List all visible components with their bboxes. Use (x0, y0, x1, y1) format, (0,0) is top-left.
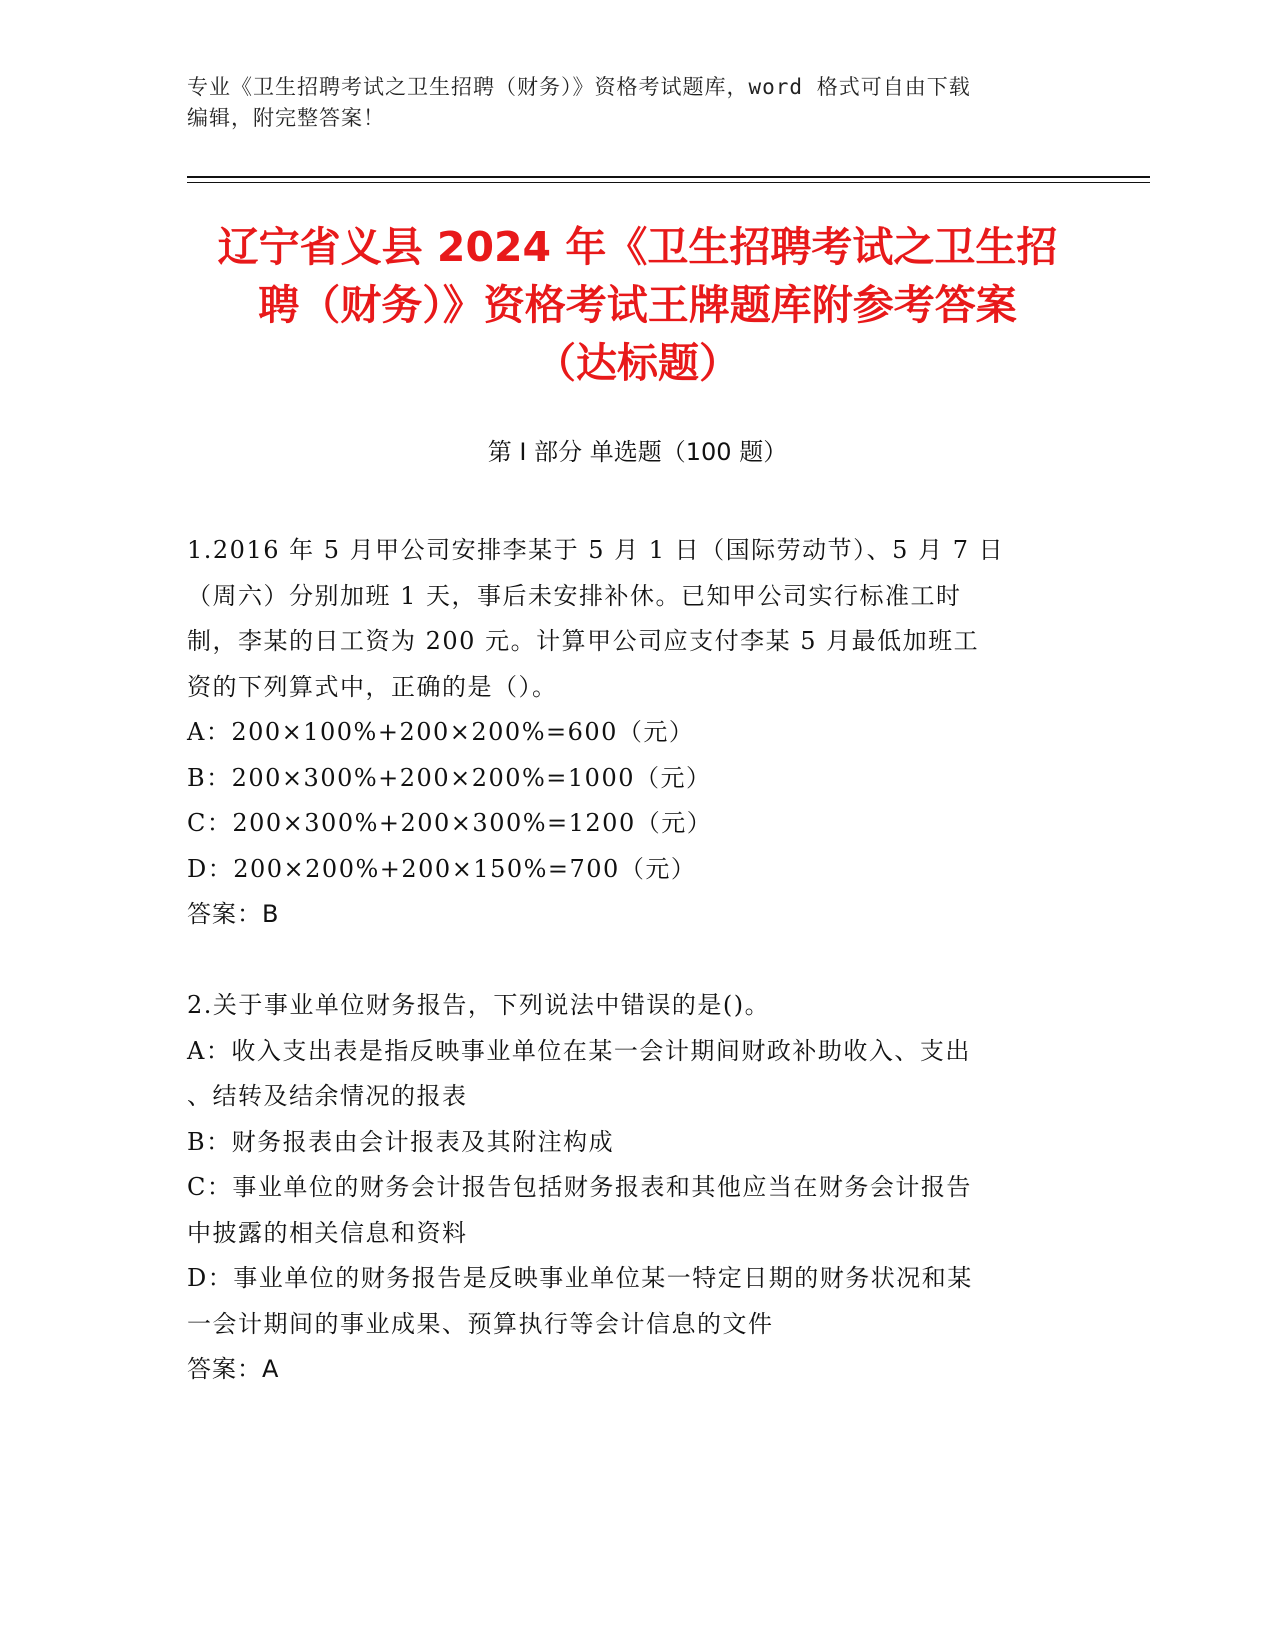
document-header (187, 72, 1087, 134)
header-rule-thick (187, 176, 1150, 178)
header-line-2: 编辑，附完整答案！ (187, 106, 385, 130)
option-c: C：事业单位的财务会计报告包括财务报表和其他应当在财务会计报告 (187, 1173, 972, 1201)
header-line-1: 专业《卫生招聘考试之卫生招聘（财务）》资格考试题库，word 格式可自由下载 (187, 75, 971, 99)
title-line-3: （达标题） (535, 339, 740, 387)
question-stem-line: （周六）分别加班 1 天，事后未安排补休。已知甲公司实行标准工时 (187, 581, 962, 610)
header-rule-thin (187, 182, 1150, 183)
option-d: D：事业单位的财务报告是反映事业单位某一特定日期的财务状况和某 (187, 1264, 973, 1292)
question-stem-line: 2.关于事业单位财务报告，下列说法中错误的是()。 (187, 991, 771, 1019)
option-d: D：200×200%+200×150%=700（元） (187, 854, 697, 883)
option-c-continued: 中披露的相关信息和资料 (187, 1218, 468, 1247)
option-b: B：200×300%+200×200%=1000（元） (187, 763, 712, 792)
answer-label: 答案：A (187, 1355, 280, 1383)
question-stem-line: 1.2016 年 5 月甲公司安排李某于 5 月 1 日（国际劳动节）、5 月 7 日 (187, 536, 1005, 564)
question-stem-line: 资的下列算式中，正确的是（）。 (187, 672, 558, 701)
option-a: A：200×100%+200×200%=600（元） (187, 718, 695, 746)
option-b: B：财务报表由会计报表及其附注构成 (187, 1127, 615, 1156)
option-d-continued: 一会计期间的事业成果、预算执行等会计信息的文件 (187, 1309, 774, 1338)
title-line-2: 聘（财务）》资格考试王牌题库附参考答案 (258, 281, 1017, 329)
option-a: A：收入支出表是指反映事业单位在某一会计期间财政补助收入、支出 (187, 1036, 971, 1065)
option-a-continued: 、结转及结余情况的报表 (187, 1082, 468, 1110)
section-heading: 第 I 部分 单选题（100 题） (487, 438, 788, 466)
question-2 (187, 983, 1082, 1393)
answer-label: 答案：B (187, 900, 280, 928)
option-c: C：200×300%+200×300%=1200（元） (187, 809, 713, 837)
question-1 (187, 528, 1082, 938)
title-line-1: 辽宁省义县 2024 年《卫生招聘考试之卫生招 (217, 223, 1058, 271)
question-stem-line: 制，李某的日工资为 200 元。计算甲公司应支付李某 5 月最低加班工 (187, 627, 980, 655)
document-title (160, 218, 1115, 392)
